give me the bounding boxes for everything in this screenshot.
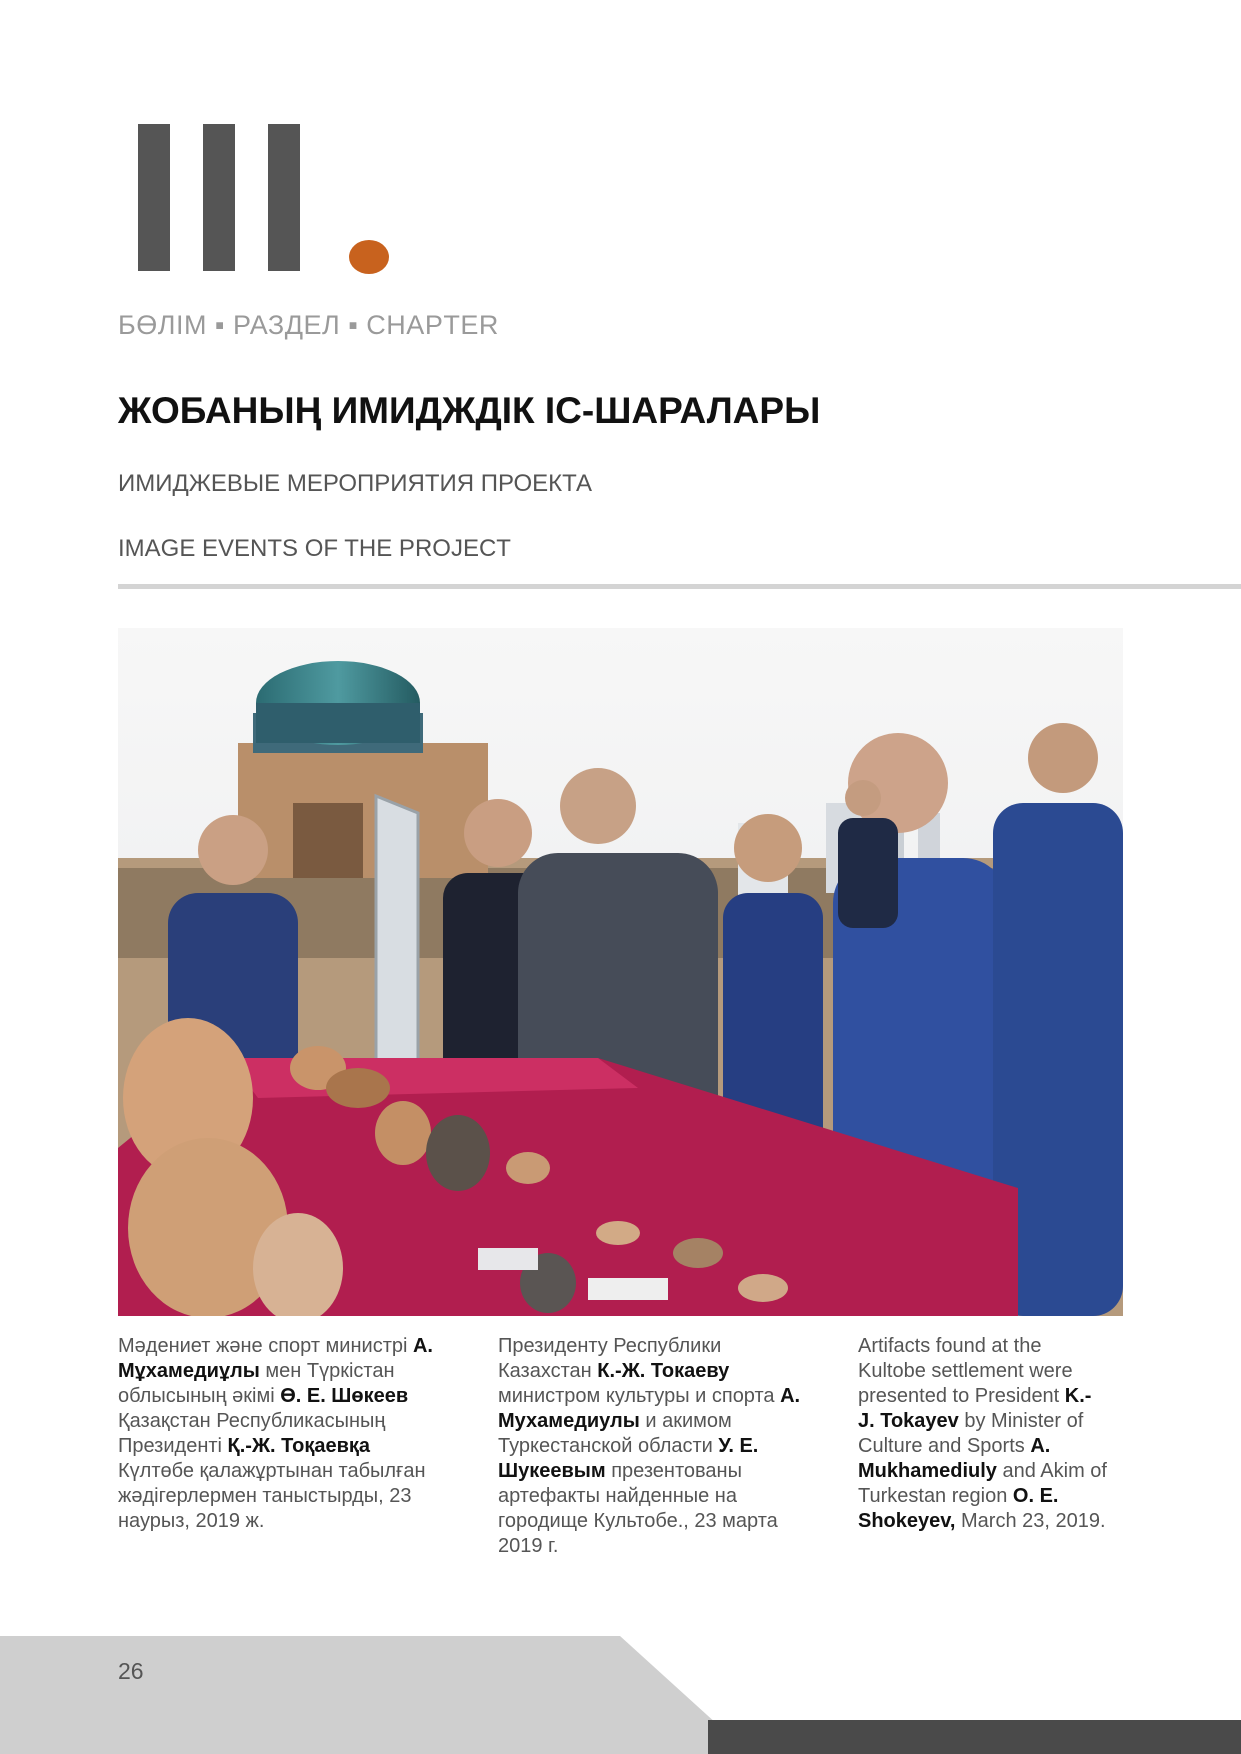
caption-name: К.-Ж. Токаеву — [597, 1360, 730, 1382]
chapter-label: БӨЛІМ ▪ РАЗДЕЛ ▪ CHAPTER — [118, 310, 499, 340]
event-photo — [118, 628, 1123, 1316]
caption-text: Мәдениет және спорт министрі — [118, 1335, 413, 1357]
caption-name: Ө. Е. Шөкеев — [280, 1385, 409, 1407]
caption-name: А. Мұхамедиұлы — [118, 1335, 433, 1382]
event-photo-illustration — [118, 628, 1123, 1316]
page-title-english: IMAGE EVENTS OF THE PROJECT — [118, 535, 511, 562]
numeral-bar — [138, 124, 170, 271]
caption-name: А. Мухамедиулы — [498, 1385, 801, 1432]
caption-name: O. E. Shokeyev, — [858, 1485, 1059, 1532]
caption-text: and Akim of Turkestan region — [858, 1460, 1107, 1507]
numeral-dot — [349, 240, 389, 274]
page-number: 26 — [118, 1658, 144, 1684]
caption-name: A. Mukhamediuly — [858, 1435, 1051, 1482]
caption-name: Қ.-Ж. Тоқаевқа — [227, 1435, 371, 1457]
caption-name: У. Е. Шукеевым — [498, 1435, 759, 1482]
numeral-bar — [203, 124, 235, 271]
caption-kazakh — [118, 1334, 438, 1534]
caption-text: March 23, 2019. — [955, 1510, 1106, 1532]
caption-text: презентованы артефакты найденные на городище Культобе., 23 марта 2019 г. — [498, 1460, 778, 1557]
caption-text: и акимом Туркестанской области — [498, 1410, 732, 1457]
page-title-russian: ИМИДЖЕВЫЕ МЕРОПРИЯТИЯ ПРОЕКТА — [118, 470, 592, 497]
caption-english — [858, 1334, 1108, 1534]
caption-russian — [498, 1334, 818, 1559]
caption-text: Қазақстан Республикасының Президенті — [118, 1410, 386, 1457]
divider — [118, 584, 1241, 589]
caption-text: Artifacts found at the Kultobe settlement were presented to President — [858, 1335, 1073, 1407]
caption-text: Президенту Республики Казахстан — [498, 1335, 722, 1382]
caption-text: Күлтөбе қалажұртынан табылған жәдігерлермен таныстырды, 23 наурыз, 2019 ж. — [118, 1460, 426, 1532]
caption-text: мен Түркістан облысының әкімі — [118, 1360, 395, 1407]
caption-name: K.-J. Tokayev — [858, 1385, 1092, 1432]
numeral-bar — [268, 124, 300, 271]
page-title-kazakh: ЖОБАНЫҢ ИМИДЖДІК ІС-ШАРАЛАРЫ — [118, 390, 821, 431]
caption-text: министром культуры и спорта — [498, 1385, 781, 1407]
footer-accent-bar — [708, 1720, 1241, 1754]
caption-text: by Minister of Culture and Sports — [858, 1410, 1084, 1457]
